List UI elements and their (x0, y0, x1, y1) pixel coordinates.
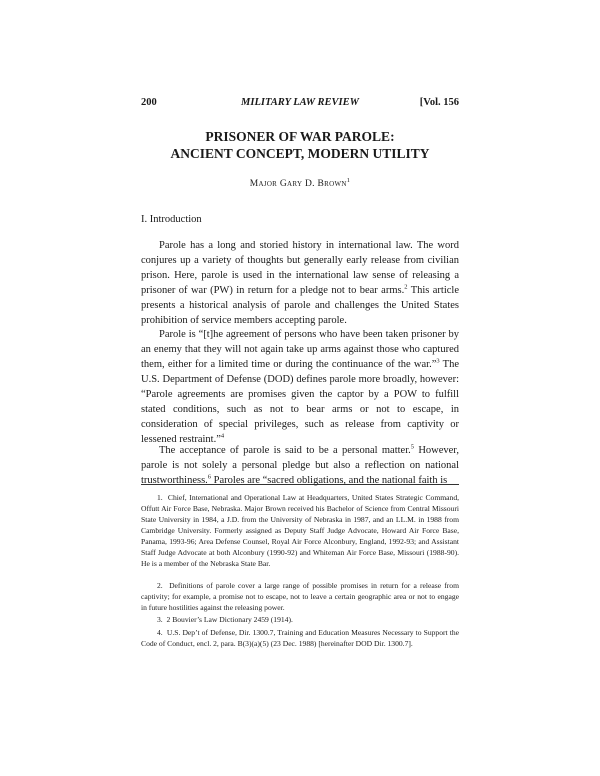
footnote-ref-2[interactable]: 2 (404, 283, 408, 291)
section-heading: I. Introduction (141, 214, 202, 225)
footnote-1 (141, 492, 459, 569)
paragraph-1-text-b: This article presents a historical analysis of parole and challenges the United States prohibition of service members accepting parole. (141, 285, 459, 326)
paragraph-2-text-b: The U.S. Department of Defense (DOD) defines parole more broadly, however: “Parole agreements are promises given the captor by a POW to fulfill stated conditions, such as not to bear arms or not to escape, in consideration of special privileges, such as release from captivity or lessened restraint.” (141, 359, 459, 445)
footnote-number: 2. (157, 581, 163, 590)
article-title (141, 128, 459, 162)
footnote-text: U.S. Dep’t of Defense, Dir. 1300.7, Training and Education Measures Necessary to Support the Code of Conduct, encl. 2, para. B(3)(a)(5) (23 Dec. 1988) [hereinafter DOD Dir. 1300.7]. (141, 628, 459, 648)
footnote-3 (141, 614, 459, 625)
author-byline (141, 176, 459, 189)
paragraph-3-text-c: Paroles are “sacred obligations, and the national faith is (211, 475, 448, 486)
running-header (141, 97, 459, 111)
journal-title: MILITARY LAW REVIEW (241, 97, 359, 108)
paragraph-3-text-b: However, parole is not solely a personal pledge but also a reflection on national trustworthiness. (141, 445, 460, 486)
footnote-text: Chief, International and Operational Law at Headquarters, United States Strategic Command, Offutt Air Force Base, Nebraska. Major Brown received his Bachelor of Science from Central Missouri State University in 1984, a J.D. from the University of Nebraska in 1987, and an LL.M. in 1988 from Cambridge University. Formerly assigned as Deputy Staff Judge Advocate, Howard Air Force Base, Panama, 1993-96; Area Defense Counsel, Royal Air Force Alconbury, England, 1992-93; and Assistant Staff Judge Advocate at both Alconbury (1990-92) and Whiteman Air Force Base, Missouri (1988-90). He is a member of the Nebraska State Bar. (141, 493, 460, 568)
paragraph-2-text-a: Parole is “[t]he agreement of persons who have been taken prisoner by an enemy that they will not again take up arms against those who captured them, either for a limited time or during the continuance of the war.” (141, 329, 459, 370)
footnote-2 (141, 580, 459, 613)
footnote-ref-5[interactable]: 5 (410, 443, 414, 451)
paragraph-1 (141, 238, 459, 328)
page-number: 200 (141, 97, 157, 108)
footnote-ref-3[interactable]: 3 (436, 357, 440, 365)
author-name: Gary D. Brown (279, 179, 347, 189)
footnote-text: Definitions of parole cover a large range of possible promises in return for a release from captivity; for example, a promise not to escape, not to leave a certain geographic area or not to engage in future hostilities against the releasing power. (141, 581, 460, 612)
footnote-number: 3. (157, 615, 163, 624)
author-footnote-ref[interactable]: 1 (346, 176, 351, 184)
footnote-text: 2 Bouvier’s Law Dictionary 2459 (1914). (166, 615, 293, 624)
volume-label: [Vol. 156 (419, 97, 459, 108)
title-line-2: ANCIENT CONCEPT, MODERN UTILITY (170, 146, 430, 161)
paragraph-3-text-a: The acceptance of parole is said to be a personal matter. (159, 445, 411, 456)
title-line-1: PRISONER OF WAR PAROLE: (205, 129, 395, 144)
paragraph-1-text-a: Parole has a long and storied history in international law. The word conjures up a variety of thoughts but generally early release from civilian prison. Here, parole is used in the international law sense of releasing a prisoner of war (PW) in return for a pledge not to bear arms. (141, 240, 459, 296)
footnote-ref-6[interactable]: 6 (207, 473, 212, 481)
paragraph-2 (141, 327, 459, 447)
footnote-number: 1. (157, 493, 163, 502)
footnote-divider (141, 484, 459, 485)
author-rank: Major (249, 179, 278, 189)
footnote-number: 4. (157, 628, 163, 637)
footnote-4 (141, 627, 459, 649)
footnote-ref-4[interactable]: 4 (220, 432, 225, 440)
paragraph-3 (141, 443, 459, 488)
